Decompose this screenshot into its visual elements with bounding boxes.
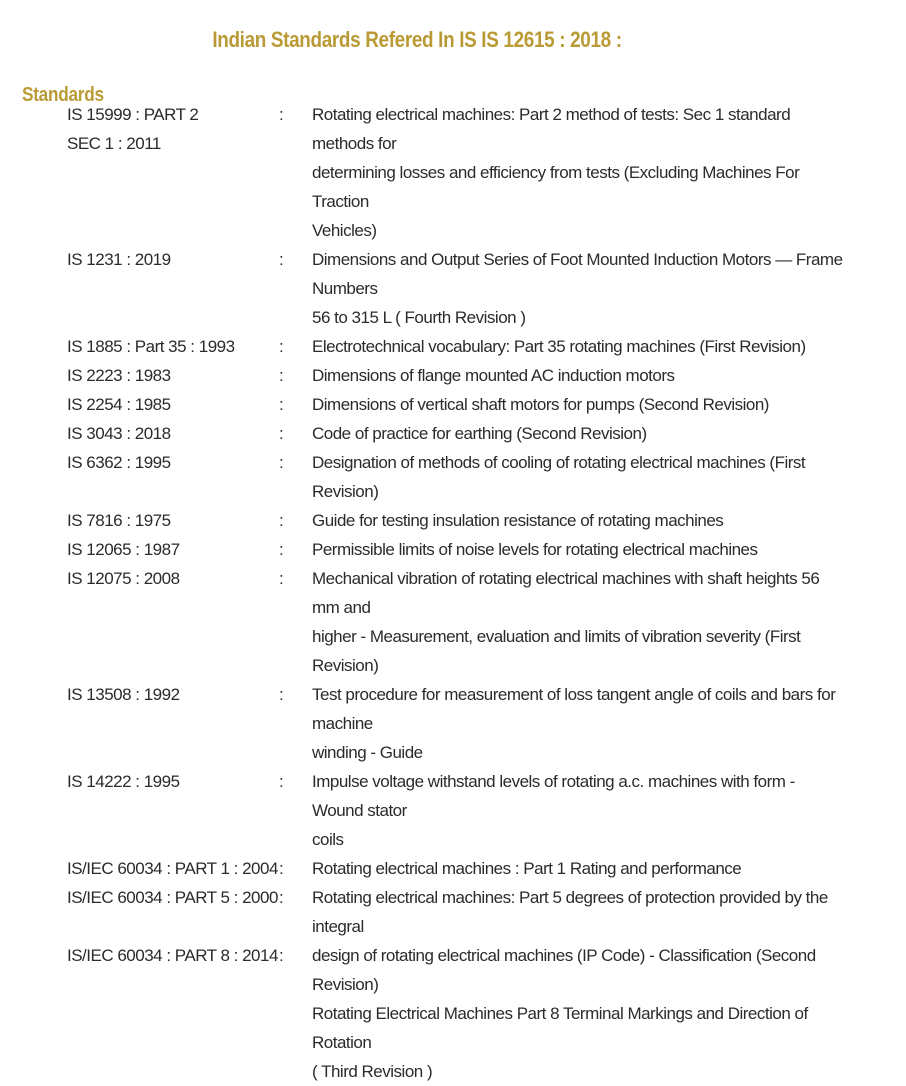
standard-code: IS 12065 : 1987: [67, 540, 180, 559]
standard-row: [67, 854, 847, 883]
standard-description: Test procedure for measurement of loss tangent angle of coils and bars for machine winding - Guide: [312, 685, 836, 762]
standard-row: [67, 767, 847, 854]
separator-colon: :: [279, 859, 284, 878]
separator-colon: :: [279, 685, 284, 704]
standard-row: [67, 361, 847, 390]
standard-code: IS 2223 : 1983: [67, 366, 171, 385]
standard-code: IS 14222 : 1995: [67, 772, 180, 791]
standard-description: Rotating electrical machines: Part 5 degrees of protection provided by the integral: [312, 888, 828, 936]
standard-code: IS 7816 : 1975: [67, 511, 171, 530]
separator-colon: :: [279, 366, 284, 385]
standard-code: IS 1885 : Part 35 : 1993: [67, 337, 235, 356]
standard-code: IS 1231 : 2019: [67, 250, 171, 269]
separator-colon: :: [279, 946, 284, 965]
standard-code: IS/IEC 60034 : PART 5 : 2000: [67, 888, 278, 907]
page-title: Indian Standards Refered In IS IS 12615 : 2018 :: [212, 26, 622, 52]
standard-row: [67, 535, 847, 564]
standard-code: IS 2254 : 1985: [67, 395, 171, 414]
standard-code: IS 3043 : 2018: [67, 424, 171, 443]
standard-code: IS 6362 : 1995: [67, 453, 171, 472]
standards-list: [67, 100, 847, 1086]
standard-code: IS/IEC 60034 : PART 8 : 2014: [67, 946, 278, 965]
standard-code: IS/IEC 60034 : PART 1 : 2004: [67, 859, 278, 878]
standard-code: IS 15999 : PART 2 SEC 1 : 2011: [67, 105, 199, 153]
standard-row: [67, 883, 847, 941]
separator-colon: :: [279, 540, 284, 559]
separator-colon: :: [279, 395, 284, 414]
standard-code: IS 13508 : 1992: [67, 685, 180, 704]
standard-description: Dimensions of vertical shaft motors for pumps (Second Revision): [312, 395, 769, 414]
standard-row: [67, 680, 847, 767]
standard-row: [67, 941, 847, 1086]
standard-row: [67, 390, 847, 419]
standard-description: Permissible limits of noise levels for rotating electrical machines: [312, 540, 758, 559]
standard-description: Designation of methods of cooling of rotating electrical machines (First Revision): [312, 453, 806, 501]
standard-description: Dimensions and Output Series of Foot Mounted Induction Motors — Frame Numbers 56 to 315 L ( Fourth Revision ): [312, 250, 843, 327]
standard-row: [67, 332, 847, 361]
standard-description: Mechanical vibration of rotating electrical machines with shaft heights 56 mm and higher - Measurement, evaluation and limits of vibration severity (First Revision): [312, 569, 820, 675]
standard-row: [67, 419, 847, 448]
standard-row: [67, 506, 847, 535]
separator-colon: :: [279, 105, 284, 124]
standard-code: IS 12075 : 2008: [67, 569, 180, 588]
standard-description: Dimensions of flange mounted AC induction motors: [312, 366, 675, 385]
separator-colon: :: [279, 569, 284, 588]
separator-colon: :: [279, 453, 284, 472]
section-heading: Standards: [22, 83, 104, 106]
standard-description: Electrotechnical vocabulary: Part 35 rotating machines (First Revision): [312, 337, 806, 356]
standard-row: [67, 448, 847, 506]
standard-row: [67, 564, 847, 680]
standard-description: Rotating electrical machines : Part 1 Rating and performance: [312, 859, 742, 878]
standard-row: [67, 100, 847, 245]
standard-description: Code of practice for earthing (Second Revision): [312, 424, 647, 443]
separator-colon: :: [279, 337, 284, 356]
standard-row: [67, 245, 847, 332]
separator-colon: :: [279, 888, 284, 907]
standard-description: Guide for testing insulation resistance of rotating machines: [312, 511, 724, 530]
separator-colon: :: [279, 250, 284, 269]
separator-colon: :: [279, 424, 284, 443]
standard-description: design of rotating electrical machines (IP Code) - Classification (Second Revision) Rotating Electrical Machines Part 8 Terminal Markings and Direction of Rotation ( Third Revision ): [312, 946, 816, 1081]
standard-description: Rotating electrical machines: Part 2 method of tests: Sec 1 standard methods for determining losses and efficiency from tests (Excluding Machines For Traction Vehicles): [312, 105, 800, 240]
standard-description: Impulse voltage withstand levels of rotating a.c. machines with form - Wound stator coils: [312, 772, 795, 849]
separator-colon: :: [279, 511, 284, 530]
separator-colon: :: [279, 772, 284, 791]
